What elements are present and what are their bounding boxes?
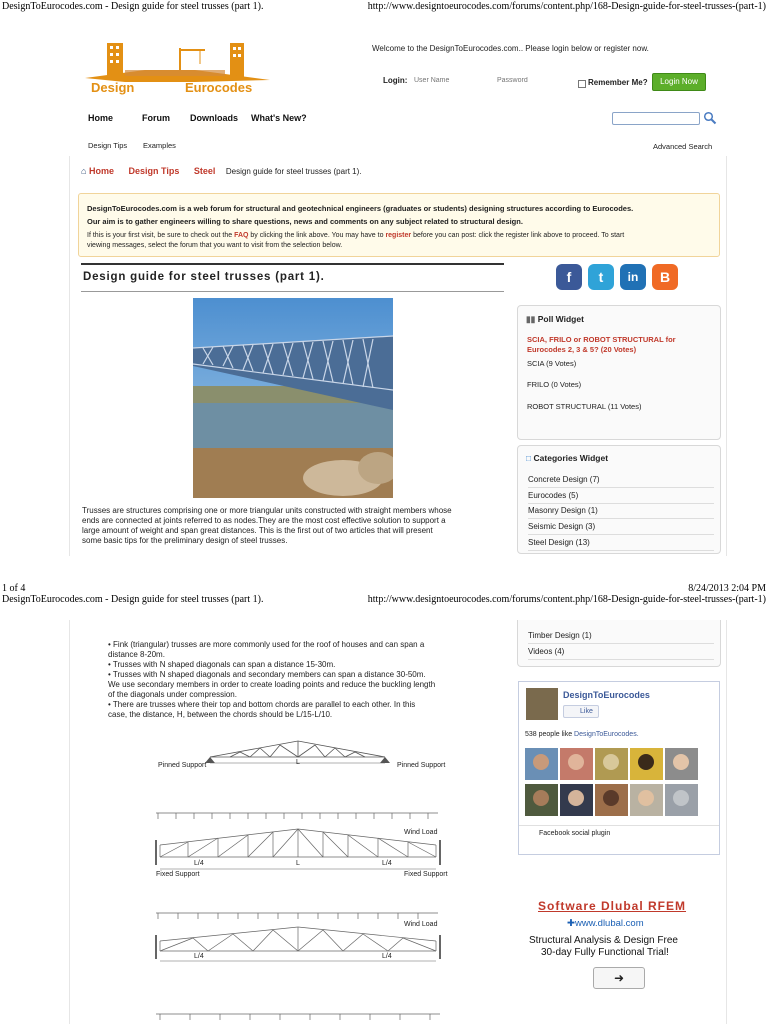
facebook-icon[interactable]: f <box>556 264 582 290</box>
breadcrumb <box>81 166 362 176</box>
remember-label: Remember Me? <box>588 78 648 87</box>
pdf-footer-page: 1 of 4 <box>2 583 26 594</box>
nav-whats-new[interactable]: What's New? <box>251 113 307 123</box>
advanced-search-link[interactable]: Advanced Search <box>653 142 713 151</box>
poll-icon: ▮▮ <box>526 314 536 324</box>
bridge-photo <box>193 298 393 498</box>
label-fixed-right: Fixed Support <box>404 871 448 878</box>
notice-text-1: If this is your first visit, be sure to check out the FAQ by clicking the link above. You may have to register before you can post: click the register link above to proceed. To start <box>87 232 625 239</box>
truss-diagram-n-wind <box>148 805 448 880</box>
category-item[interactable]: Concrete Design (7) <box>528 472 714 488</box>
notice-bold-2: Our aim is to gather engineers willing to share questions, news and comments on any subject related to structural design. <box>87 217 523 226</box>
label-span-2: L <box>296 860 300 867</box>
nav-downloads[interactable]: Downloads <box>190 113 239 123</box>
search-input[interactable] <box>612 112 700 125</box>
password-input[interactable] <box>497 74 565 86</box>
ad-line-1: Structural Analysis & Design Free <box>529 935 678 946</box>
poll-option-robot: ROBOT STRUCTURAL (11 Votes) <box>527 402 642 411</box>
folder-icon: □ <box>526 453 532 463</box>
categories-widget <box>517 445 721 554</box>
username-input[interactable] <box>414 74 482 86</box>
remember-checkbox[interactable] <box>578 80 586 88</box>
label-l4-right-2: L/4 <box>382 953 392 960</box>
twitter-icon[interactable]: t <box>588 264 614 290</box>
pdf-header-url-p2: http://www.designtoeurocodes.com/forums/content.php/168-Design-guide-for-steel-trusses-(part-1) <box>367 594 766 605</box>
facebook-plugin-label: Facebook social plugin <box>539 830 611 837</box>
poll-option-scia: SCIA (9 Votes) <box>527 359 577 368</box>
home-icon[interactable]: ⌂ <box>81 166 87 176</box>
register-link[interactable]: register <box>385 232 412 239</box>
login-label: Login: <box>383 76 408 85</box>
categories-widget-cont <box>517 620 721 667</box>
label-pinned-right: Pinned Support <box>397 762 446 769</box>
label-pinned-left: Pinned Support <box>158 762 207 769</box>
login-button[interactable]: Login Now <box>652 73 706 91</box>
pdf-footer-date: 8/24/2013 2:04 PM <box>688 583 766 594</box>
pdf-header-url: http://www.designtoeurocodes.com/forums/content.php/168-Design-guide-for-steel-trusses-(part-1) <box>367 1 766 12</box>
truss-diagram-fink <box>150 735 450 780</box>
poll-question[interactable]: SCIA, FRILO or ROBOT STRUCTURAL for Eurocodes 2, 3 & 5? (20 Votes) <box>527 335 676 354</box>
article-intro: Trusses are structures comprising one or more triangular units constructed with straight members whose ends are connected at joints referred to as nodes.They are the most cost effective solution to support a large amount of weight and span great distances. This is the first out of two articles that will present some basic tips for the preliminary design of steel trusses. <box>82 506 452 545</box>
category-item[interactable]: Steel Design (13) <box>528 535 714 551</box>
ad-line-2: 30-day Fully Functional Trial! <box>541 947 669 958</box>
facebook-widget <box>518 681 720 855</box>
site-logo[interactable] <box>85 40 275 96</box>
blogger-icon[interactable]: B <box>652 264 678 290</box>
label-wind-load: Wind Load <box>404 829 438 836</box>
arrow-right-icon: ➜ <box>613 971 625 985</box>
category-item[interactable]: Eurocodes (5) <box>528 488 714 504</box>
breadcrumb-current: Design guide for steel trusses (part 1). <box>225 167 362 176</box>
faq-link[interactable]: FAQ <box>234 232 249 239</box>
poll-option-frilo: FRILO (0 Votes) <box>527 380 582 389</box>
label-l4-left: L/4 <box>194 860 204 867</box>
label-span: L <box>296 759 300 766</box>
category-item[interactable]: Timber Design (1) <box>528 628 714 644</box>
article-bullets: • Fink (triangular) trusses are more commonly used for the roof of houses and can span a distance 8-20m. • Trusses with N shaped diagonals can span a distance 15-30m. • Trusses with N shaped diagonals and secondary members can span a distance 30-50m. We use secondary members in order to create loading points and reduce the buckling length of the diagonals under compression. • There are trusses where their top and bottom chords are parallel to each other. In this case, the distance, H, between the chords should be L/15-L/10. <box>108 640 436 719</box>
logo-word-eurocodes: Eurocodes <box>185 80 253 95</box>
nav-forum[interactable]: Forum <box>142 113 170 123</box>
welcome-notice <box>78 193 720 257</box>
facebook-page-name[interactable]: DesignToEurocodes <box>563 690 650 700</box>
label-wind-load-2: Wind Load <box>404 921 438 928</box>
nav-home[interactable]: Home <box>88 113 114 123</box>
poll-title: ▮▮ Poll Widget <box>526 314 584 324</box>
ad-arrow-button[interactable] <box>593 967 645 989</box>
breadcrumb-steel[interactable]: Steel <box>193 166 216 176</box>
label-l4-left-2: L/4 <box>194 953 204 960</box>
flag-icon: ✚ <box>567 918 575 929</box>
categories-title: □ Categories Widget <box>526 453 609 463</box>
search-icon[interactable] <box>703 111 717 130</box>
subnav-examples[interactable]: Examples <box>143 141 176 150</box>
page-avatar[interactable] <box>526 688 558 720</box>
article-title: Design guide for steel trusses (part 1). <box>83 271 325 283</box>
notice-bold-1: DesignToEurocodes.com is a web forum for structural and geotechnical engineers (graduates or students) designing structures according to Eurocodes. <box>87 204 634 213</box>
ad-title[interactable]: Software Dlubal RFEM <box>538 899 687 913</box>
label-fixed-left: Fixed Support <box>156 871 200 878</box>
article-title-bar <box>81 263 504 292</box>
category-item[interactable]: Videos (4) <box>528 644 714 660</box>
facebook-page-link[interactable]: DesignToEurocodes. <box>574 731 639 738</box>
category-item[interactable]: Masonry Design (1) <box>528 503 714 519</box>
ad-url[interactable]: ✚www.dlubal.com <box>567 918 644 929</box>
facebook-people-count: 538 people like DesignToEurocodes. <box>525 731 639 738</box>
pdf-header-title-p2: DesignToEurocodes.com - Design guide for steel trusses (part 1). <box>2 594 264 605</box>
breadcrumb-design-tips[interactable]: Design Tips <box>128 166 180 176</box>
category-item[interactable]: Seismic Design (3) <box>528 519 714 535</box>
pdf-header-title: DesignToEurocodes.com - Design guide for steel trusses (part 1). <box>2 1 264 12</box>
notice-text-2: viewing messages, select the forum that you want to visit from the selection below. <box>87 242 343 249</box>
poll-widget <box>517 305 721 440</box>
label-l4-right: L/4 <box>382 860 392 867</box>
subnav-design-tips[interactable]: Design Tips <box>88 141 128 150</box>
truss-diagram-partial <box>150 1010 450 1024</box>
facebook-like-button[interactable]: Like <box>563 705 599 718</box>
truss-diagram-secondary <box>148 905 448 970</box>
welcome-text: Welcome to the DesignToEurocodes.com.. Please login below or register now. <box>372 44 649 53</box>
breadcrumb-home[interactable]: Home <box>88 166 114 176</box>
logo-word-design: Design <box>91 80 135 95</box>
linkedin-icon[interactable]: in <box>620 264 646 290</box>
facebook-faces <box>525 748 711 825</box>
